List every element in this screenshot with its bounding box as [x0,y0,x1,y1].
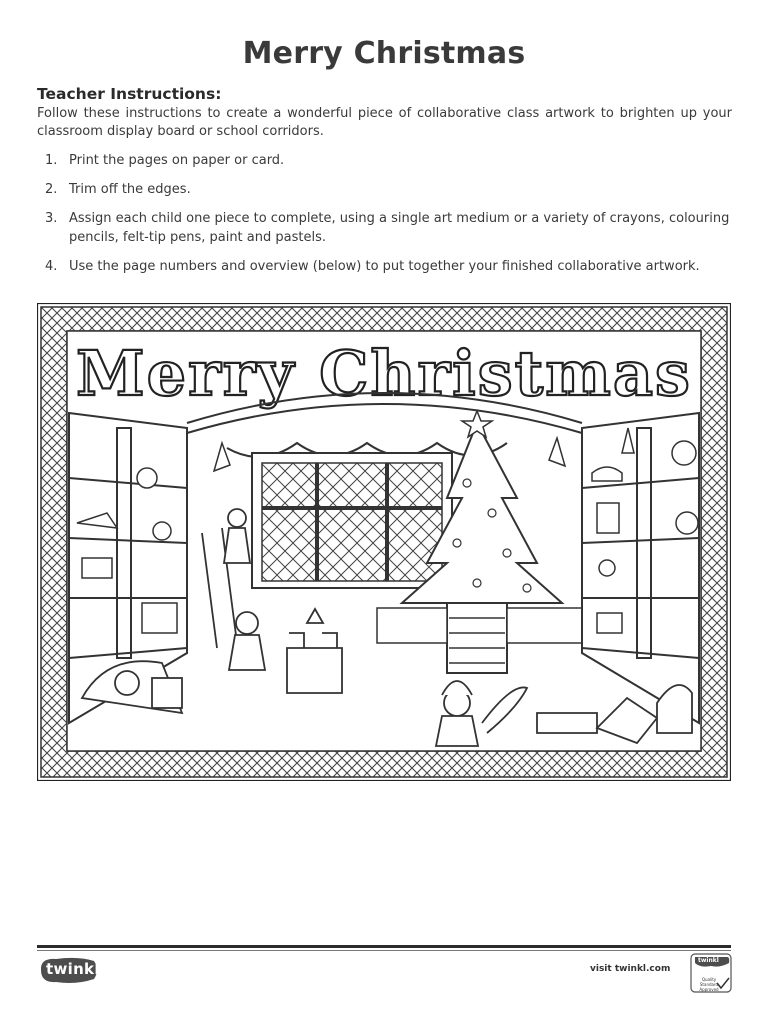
badge-brand: twinkl [698,957,719,964]
step-number: 3. [45,211,58,226]
step-number: 4. [45,259,58,274]
page-title: Merry Christmas [242,36,526,71]
visit-link[interactable]: visit twinkl.com [590,964,671,974]
step-item [37,257,732,276]
step-number: 2. [45,182,58,197]
banner-text: Merry Christmas [76,337,692,410]
badge-text: Quality Standard Approved [699,977,719,992]
step-item [37,180,732,199]
twinkl-logo-text: twinkl [46,960,100,978]
step-text: Trim off the edges. [69,182,191,197]
footer-divider-thin [37,950,731,951]
instruction-steps [37,151,732,286]
instructions-intro: Follow these instructions to create a wonderful piece of collaborative class artwork to brighten up your classroom display board or school corridors. [37,106,732,139]
step-text: Use the page numbers and overview (below) to put together your finished collaborative artwork. [69,259,700,274]
step-number: 1. [45,153,58,168]
step-item [37,209,732,247]
step-text: Print the pages on paper or card. [69,153,285,168]
step-text: Assign each child one piece to complete, using a single art medium or a variety of crayons, colouring pencils, felt-tip pens, paint and pastels. [69,211,730,245]
footer-divider [37,945,731,948]
instructions-heading: Teacher Instructions: [37,85,222,103]
christmas-colouring-scene [37,303,731,781]
step-item [37,151,732,170]
